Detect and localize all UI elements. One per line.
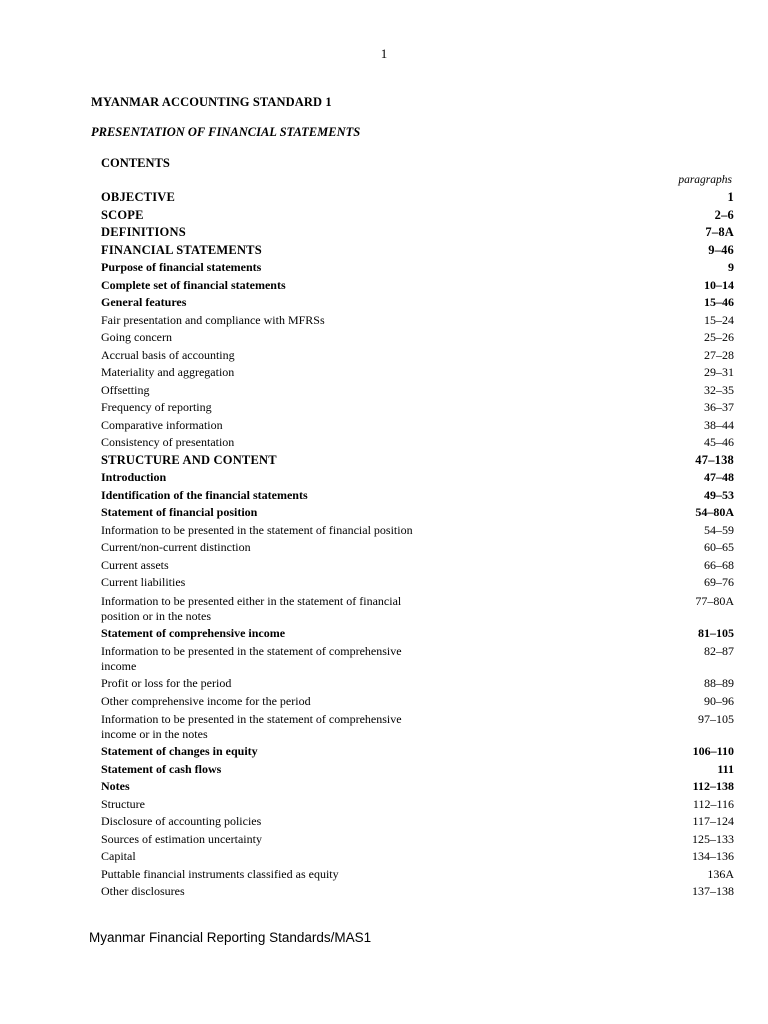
toc-entry-paragraphs: 125–133 bbox=[692, 831, 734, 846]
toc-entry bbox=[101, 848, 734, 866]
toc-entry bbox=[101, 625, 734, 643]
toc-entry-title: SCOPE bbox=[101, 207, 144, 222]
toc-entry bbox=[101, 831, 734, 849]
toc-entry-paragraphs: 97–105 bbox=[698, 712, 734, 726]
standard-title: MYANMAR ACCOUNTING STANDARD 1 bbox=[91, 95, 332, 109]
toc-entry bbox=[101, 487, 734, 505]
toc-entry bbox=[101, 761, 734, 779]
toc-entry bbox=[101, 522, 734, 540]
toc-entry-paragraphs: 54–80A bbox=[695, 505, 734, 519]
toc-entry bbox=[101, 207, 734, 225]
toc-entry bbox=[101, 294, 734, 312]
toc-entry bbox=[101, 574, 734, 592]
toc-entry bbox=[101, 469, 734, 487]
toc-entry-paragraphs: 117–124 bbox=[692, 814, 734, 828]
toc-entry-paragraphs: 112–138 bbox=[692, 779, 734, 793]
toc-entry bbox=[101, 796, 734, 814]
contents-heading: CONTENTS bbox=[101, 156, 170, 170]
toc-entry-paragraphs: 15–24 bbox=[704, 312, 734, 327]
toc-entry-paragraphs: 47–48 bbox=[704, 470, 734, 484]
toc-entry-title: Capital bbox=[101, 849, 136, 863]
toc-entry bbox=[101, 312, 734, 330]
toc-entry-paragraphs: 112–116 bbox=[692, 796, 734, 811]
toc-entry-paragraphs: 32–35 bbox=[704, 382, 734, 397]
toc-entry bbox=[101, 883, 734, 901]
toc-entry-paragraphs: 47–138 bbox=[695, 452, 734, 467]
toc-entry-paragraphs: 9 bbox=[728, 260, 734, 274]
toc-entry bbox=[101, 592, 734, 625]
toc-entry-title: Disclosure of accounting policies bbox=[101, 814, 262, 828]
toc-entry-paragraphs: 82–87 bbox=[704, 644, 734, 658]
toc-entry bbox=[101, 347, 734, 365]
toc-entry bbox=[101, 242, 734, 260]
toc-entry bbox=[101, 452, 734, 470]
toc-entry-title: FINANCIAL STATEMENTS bbox=[101, 242, 262, 257]
toc-entry bbox=[101, 224, 734, 242]
toc-entry-paragraphs: 54–59 bbox=[704, 522, 734, 537]
toc-entry-paragraphs: 36–37 bbox=[704, 400, 734, 414]
toc-entry-paragraphs: 134–136 bbox=[692, 849, 734, 863]
toc-entry-title: Current/non-current distinction bbox=[101, 540, 251, 554]
toc-entry-title: Accrual basis of accounting bbox=[101, 347, 235, 362]
toc-entry-title: Sources of estimation uncertainty bbox=[101, 831, 262, 846]
toc-entry-paragraphs: 29–31 bbox=[704, 365, 734, 379]
toc-entry-paragraphs: 9–46 bbox=[708, 242, 734, 257]
toc-entry-title: Offsetting bbox=[101, 382, 150, 397]
toc-entry bbox=[101, 259, 734, 277]
paragraphs-column-label: paragraphs bbox=[678, 174, 732, 186]
toc-entry bbox=[101, 693, 734, 711]
toc-entry bbox=[101, 504, 734, 522]
toc-entry-title: OBJECTIVE bbox=[101, 190, 176, 204]
toc-entry-paragraphs: 1 bbox=[727, 190, 734, 204]
toc-entry bbox=[101, 417, 734, 435]
toc-entry-title: Information to be presented in the statement of comprehensive income bbox=[101, 644, 402, 673]
toc-entry-title: Materiality and aggregation bbox=[101, 365, 235, 379]
toc-entry-paragraphs: 7–8A bbox=[705, 225, 734, 239]
toc-entry-title: Fair presentation and compliance with MFRSs bbox=[101, 312, 325, 327]
toc-entry-title: Identification of the financial statements bbox=[101, 487, 308, 502]
toc-entry bbox=[101, 675, 734, 693]
toc-entry-title: Consistency of presentation bbox=[101, 435, 235, 449]
toc-entry bbox=[101, 382, 734, 400]
toc-entry-paragraphs: 27–28 bbox=[704, 347, 734, 362]
standard-subtitle: PRESENTATION OF FINANCIAL STATEMENTS bbox=[91, 125, 361, 139]
toc-entry-paragraphs: 88–89 bbox=[704, 676, 734, 690]
page-footer: Myanmar Financial Reporting Standards/MAS1 bbox=[89, 930, 372, 945]
toc-entry-title: STRUCTURE AND CONTENT bbox=[101, 452, 277, 467]
toc-entry-title: Profit or loss for the period bbox=[101, 676, 232, 690]
toc-entry-paragraphs: 90–96 bbox=[704, 693, 734, 708]
toc-entry-title: Complete set of financial statements bbox=[101, 277, 286, 292]
toc-entry bbox=[101, 710, 734, 743]
toc-entry-paragraphs: 111 bbox=[717, 761, 734, 776]
toc-entry bbox=[101, 743, 734, 761]
toc-entry-paragraphs: 2–6 bbox=[714, 207, 734, 222]
toc-entry-paragraphs: 45–46 bbox=[704, 435, 734, 449]
toc-entry-paragraphs: 66–68 bbox=[704, 557, 734, 572]
toc-entry-title: Current liabilities bbox=[101, 575, 186, 589]
toc-entry-title: DEFINITIONS bbox=[101, 225, 186, 239]
toc-entry-paragraphs: 77–80A bbox=[695, 593, 734, 608]
toc-entry-title: Frequency of reporting bbox=[101, 400, 212, 414]
table-of-contents bbox=[101, 189, 734, 901]
toc-entry bbox=[101, 778, 734, 796]
toc-entry-paragraphs: 38–44 bbox=[704, 417, 734, 432]
toc-entry bbox=[101, 399, 734, 417]
toc-entry bbox=[101, 642, 734, 675]
toc-entry-title: Current assets bbox=[101, 557, 169, 572]
toc-entry-paragraphs: 10–14 bbox=[704, 277, 734, 292]
toc-entry-title: Going concern bbox=[101, 330, 172, 344]
toc-entry-paragraphs: 81–105 bbox=[698, 625, 734, 640]
toc-entry bbox=[101, 364, 734, 382]
toc-entry-title: Information to be presented in the statement of financial position bbox=[101, 522, 413, 537]
toc-entry-paragraphs: 137–138 bbox=[692, 884, 734, 898]
toc-entry-paragraphs: 49–53 bbox=[704, 487, 734, 502]
toc-entry bbox=[101, 189, 734, 207]
toc-entry bbox=[101, 434, 734, 452]
toc-entry-title: Notes bbox=[101, 779, 130, 793]
toc-entry-paragraphs: 106–110 bbox=[692, 744, 734, 758]
toc-entry bbox=[101, 813, 734, 831]
toc-entry-title: Information to be presented in the statement of comprehensive income or in the notes bbox=[101, 712, 402, 741]
toc-entry bbox=[101, 539, 734, 557]
toc-entry-paragraphs: 69–76 bbox=[704, 575, 734, 589]
toc-entry-paragraphs: 25–26 bbox=[704, 330, 734, 344]
toc-entry-title: Structure bbox=[101, 796, 145, 811]
toc-entry bbox=[101, 277, 734, 295]
toc-entry-title: Purpose of financial statements bbox=[101, 260, 262, 274]
toc-entry-paragraphs: 136A bbox=[707, 866, 734, 881]
toc-entry bbox=[101, 866, 734, 884]
toc-entry-title: Statement of comprehensive income bbox=[101, 625, 286, 640]
toc-entry-title: Statement of changes in equity bbox=[101, 744, 258, 758]
toc-entry-title: Information to be presented either in the statement of financial position or in the notes bbox=[101, 593, 402, 623]
toc-entry-title: Other comprehensive income for the period bbox=[101, 693, 311, 708]
toc-entry-title: General features bbox=[101, 295, 187, 309]
toc-entry-title: Statement of cash flows bbox=[101, 761, 222, 776]
toc-entry bbox=[101, 329, 734, 347]
toc-entry bbox=[101, 557, 734, 575]
toc-entry-paragraphs: 60–65 bbox=[704, 540, 734, 554]
page-number: 1 bbox=[380, 46, 388, 61]
toc-entry-paragraphs: 15–46 bbox=[704, 295, 734, 309]
toc-entry-title: Statement of financial position bbox=[101, 505, 258, 519]
toc-entry-title: Comparative information bbox=[101, 417, 223, 432]
toc-entry-title: Puttable financial instruments classified as equity bbox=[101, 866, 339, 881]
toc-entry-title: Other disclosures bbox=[101, 884, 185, 898]
toc-entry-title: Introduction bbox=[101, 470, 167, 484]
